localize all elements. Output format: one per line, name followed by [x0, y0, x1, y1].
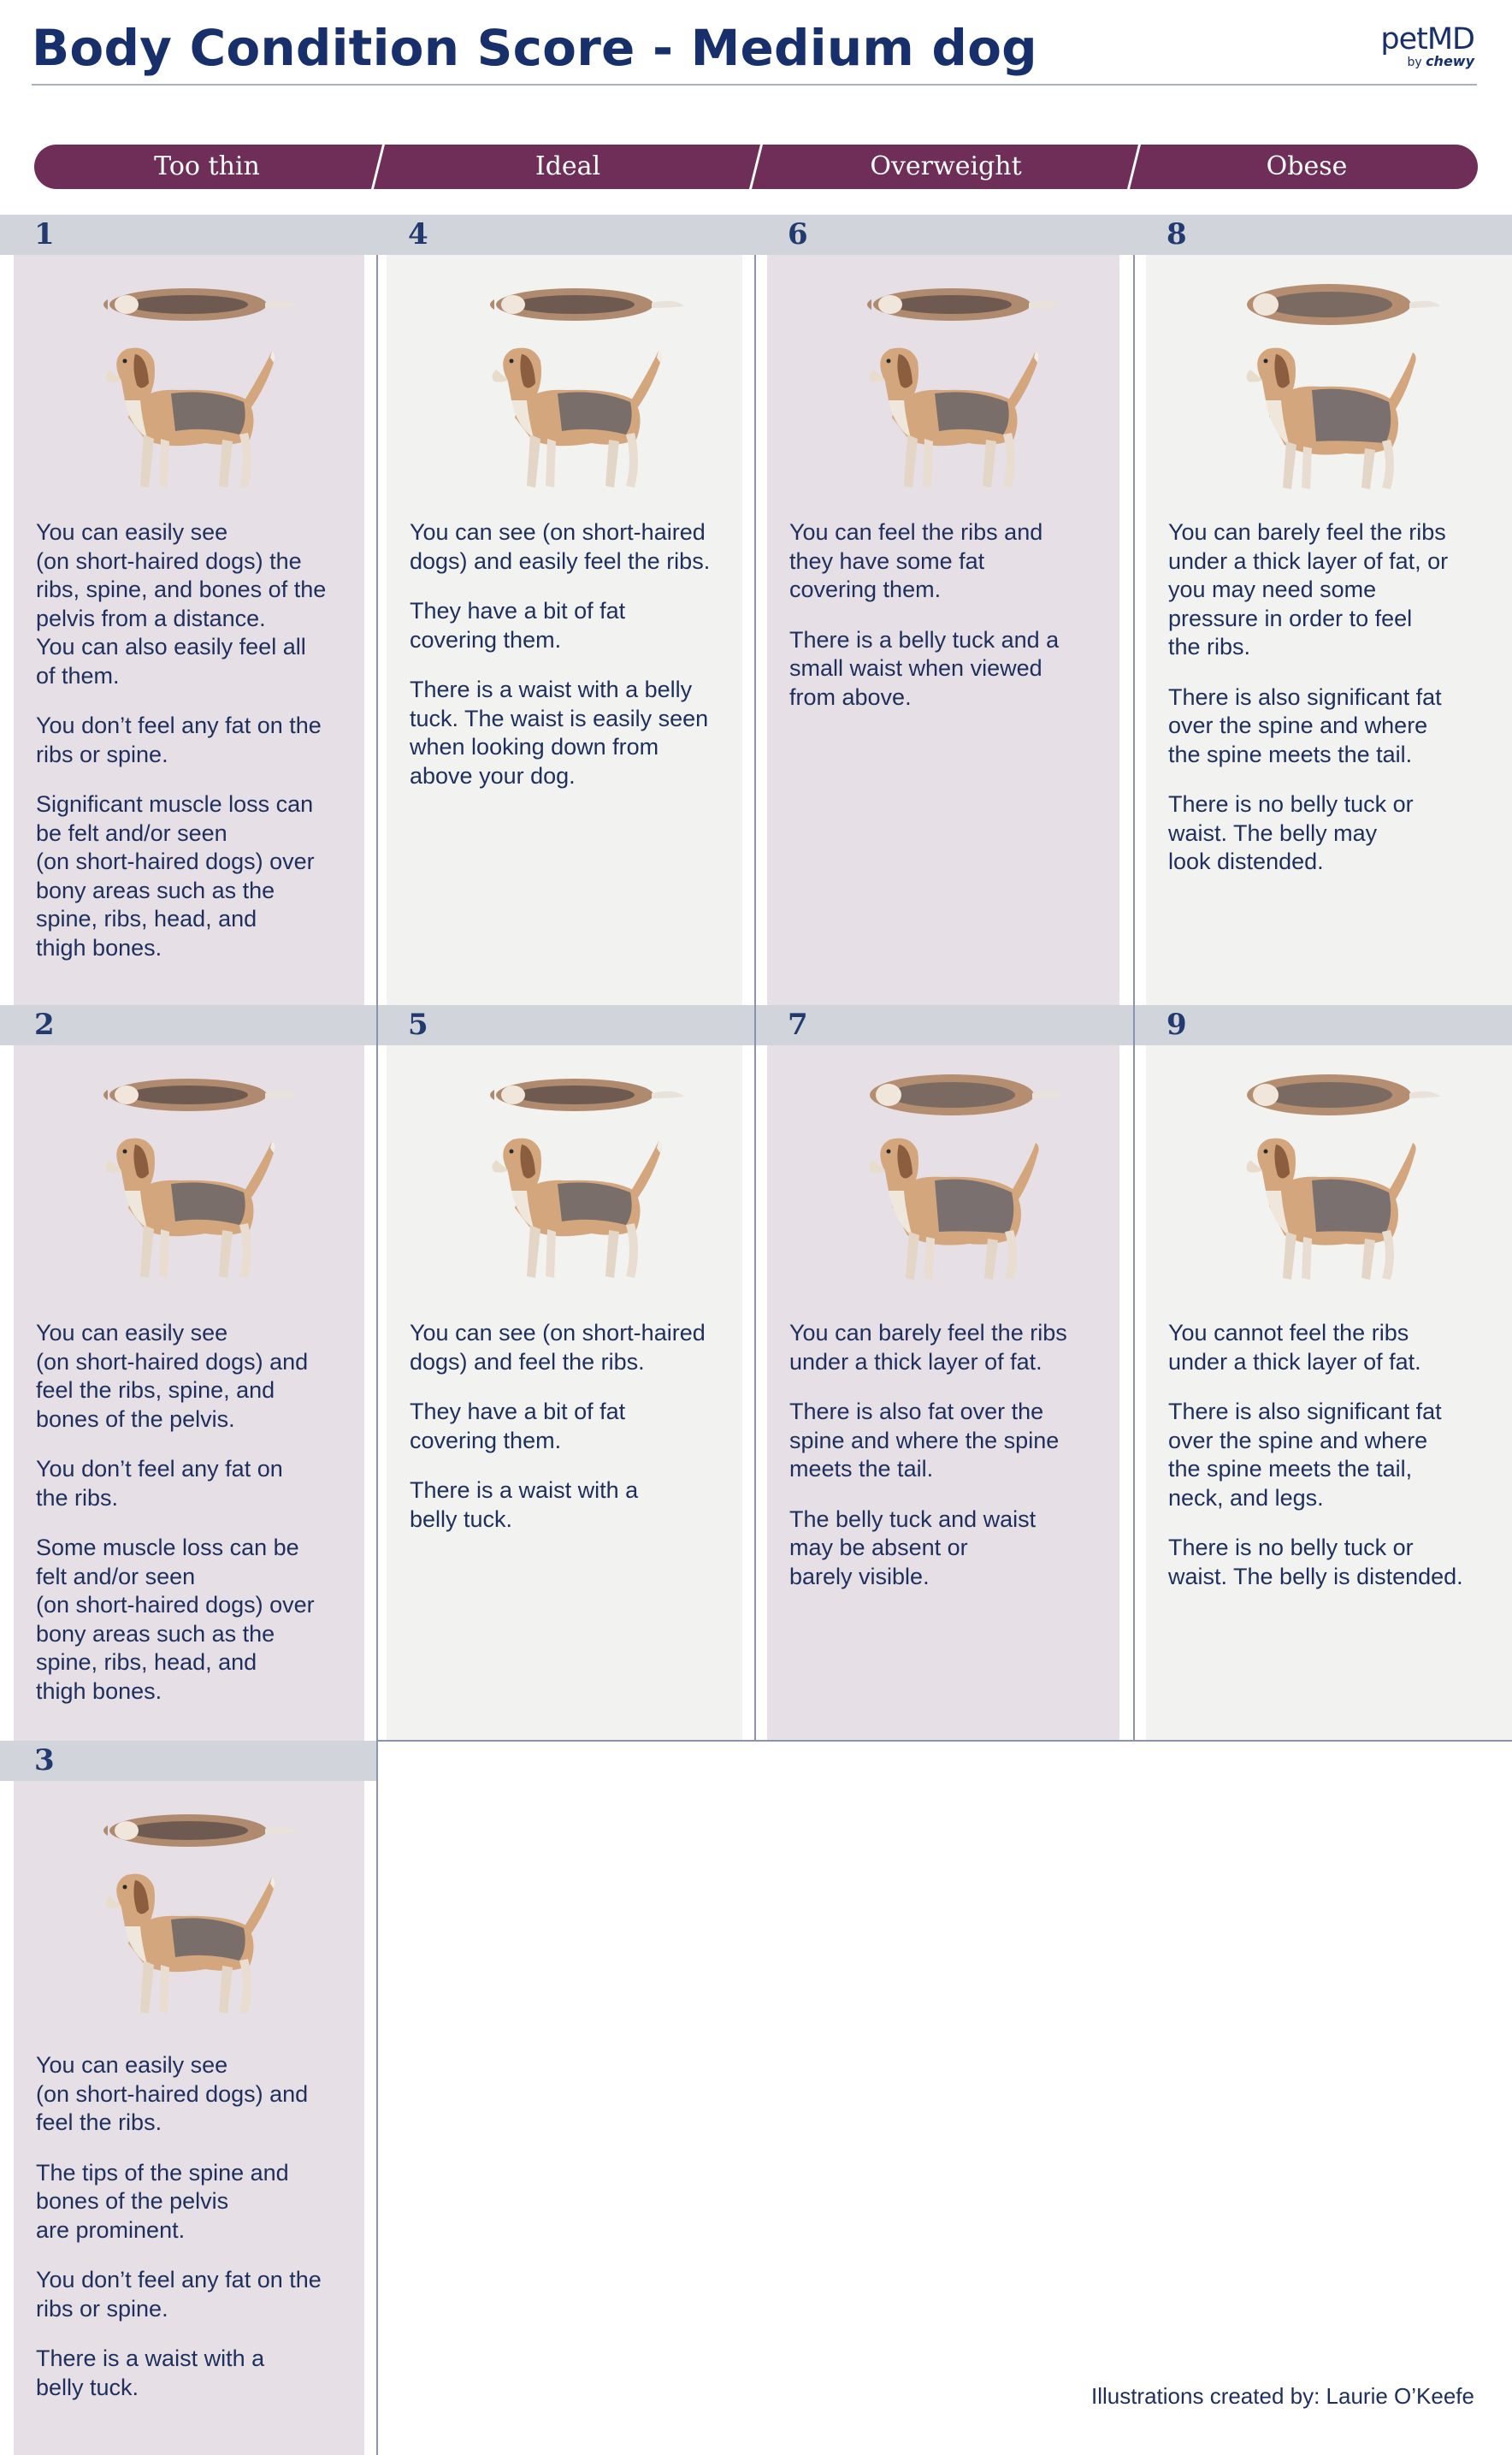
- score-number: 3: [34, 1743, 55, 1778]
- desc-paragraph: You can easily see (on short-haired dogs) the ribs, spine, and bones of the pelvis from a distance. You can also easily feel all of them.: [36, 519, 327, 689]
- dog-illustration: [832, 1062, 1072, 1293]
- dog-illustration: [1209, 1062, 1449, 1293]
- dog-illustration: [832, 272, 1072, 503]
- desc-paragraph: You don’t feel any fat on the ribs or spine.: [36, 2267, 322, 2322]
- desc-paragraph: There is also significant fat over the spine and where the spine meets the tail.: [1168, 683, 1442, 767]
- dog-illustration: [68, 1798, 308, 2029]
- row-divider: [376, 1740, 1512, 1742]
- desc-paragraph: You don’t feel any fat on the ribs.: [36, 1456, 283, 1511]
- illustration-credit: Illustrations created by: Laurie O’Keefe: [1090, 2383, 1474, 2409]
- dog-illustration: [455, 1062, 694, 1293]
- dog-illustration: [455, 272, 694, 503]
- category-too-thin: Too thin: [154, 151, 260, 181]
- dog-illustration: [68, 272, 308, 503]
- desc-paragraph: You don’t feel any fat on the ribs or spine.: [36, 713, 322, 767]
- logo-by: by: [1407, 56, 1422, 69]
- score-number: 7: [788, 1008, 808, 1042]
- desc-paragraph: They have a bit of fat covering them.: [410, 598, 626, 653]
- row-band: [0, 1005, 1512, 1045]
- score-4-description: [410, 518, 739, 812]
- score-number: 9: [1166, 1008, 1187, 1042]
- column-divider: [376, 255, 378, 2455]
- score-7-description: [789, 1319, 1114, 1612]
- desc-paragraph: There is also fat over the spine and where the spine meets the tail.: [789, 1399, 1060, 1482]
- row-band: [0, 1741, 378, 1781]
- score-number: 6: [788, 217, 808, 251]
- desc-paragraph: You can easily see (on short-haired dogs) and feel the ribs.: [36, 2052, 309, 2135]
- column-divider: [1133, 255, 1135, 1741]
- score-number: 1: [34, 217, 55, 251]
- desc-paragraph: Some muscle loss can be felt and/or seen (on short-haired dogs) over bony areas such as the spine, ribs, head, and thigh bones.: [36, 1535, 315, 1704]
- desc-paragraph: You can barely feel the ribs under a thick layer of fat.: [789, 1320, 1067, 1375]
- desc-paragraph: You can feel the ribs and they have some fat covering them.: [789, 519, 1043, 602]
- score-5-description: [410, 1319, 739, 1555]
- desc-paragraph: There is a waist with a belly tuck.: [410, 1477, 639, 1532]
- row-band: [0, 215, 1512, 255]
- dog-illustration: [1209, 272, 1449, 503]
- score-number: 5: [408, 1008, 428, 1042]
- desc-paragraph: There is a waist with a belly tuck. The waist is easily seen when looking down from above your dog.: [410, 677, 709, 789]
- desc-paragraph: There is no belly tuck or waist. The belly is distended.: [1168, 1535, 1463, 1589]
- desc-paragraph: You can see (on short-haired dogs) and easily feel the ribs.: [410, 519, 711, 574]
- score-number: 4: [408, 217, 428, 251]
- score-6-description: [789, 518, 1114, 733]
- logo-name: petMD: [1380, 22, 1474, 56]
- desc-paragraph: There is also significant fat over the spine and where the spine meets the tail, neck, and legs.: [1168, 1399, 1442, 1511]
- score-1-description: [36, 518, 361, 984]
- category-overweight: Overweight: [870, 151, 1022, 181]
- category-obese: Obese: [1266, 151, 1348, 181]
- category-ideal: Ideal: [535, 151, 601, 181]
- desc-paragraph: They have a bit of fat covering them.: [410, 1399, 626, 1453]
- desc-paragraph: The tips of the spine and bones of the pelvis are prominent.: [36, 2159, 289, 2243]
- desc-paragraph: Significant muscle loss can be felt and/or seen (on short-haired dogs) over bony areas such as the spine, ribs, head, and thigh bones.: [36, 791, 315, 961]
- desc-paragraph: There is a waist with a belly tuck.: [36, 2346, 265, 2400]
- title-divider: [32, 84, 1477, 86]
- desc-paragraph: There is a belly tuck and a small waist when viewed from above.: [789, 626, 1060, 710]
- page-title: Body Condition Score - Medium dog: [32, 19, 1037, 77]
- desc-paragraph: The belly tuck and waist may be absent or barely visible.: [789, 1506, 1037, 1589]
- desc-paragraph: You can barely feel the ribs under a thick layer of fat, or you may need some pressure in order to feel the ribs.: [1168, 519, 1449, 660]
- desc-paragraph: You cannot feel the ribs under a thick layer of fat.: [1168, 1320, 1421, 1375]
- score-9-description: [1168, 1319, 1509, 1612]
- column-divider: [754, 255, 756, 1741]
- score-2-description: [36, 1319, 361, 1727]
- score-number: 2: [34, 1008, 55, 1042]
- desc-paragraph: You can easily see (on short-haired dogs) and feel the ribs, spine, and bones of the pelvis.: [36, 1320, 309, 1432]
- desc-paragraph: There is no belly tuck or waist. The belly may look distended.: [1168, 791, 1414, 874]
- score-3-description: [36, 2051, 361, 2423]
- score-8-description: [1168, 518, 1509, 898]
- category-banner: [34, 145, 1478, 189]
- score-number: 8: [1166, 217, 1187, 251]
- dog-illustration: [68, 1062, 308, 1293]
- petmd-logo: [1380, 22, 1474, 69]
- desc-paragraph: You can see (on short-haired dogs) and feel the ribs.: [410, 1320, 706, 1375]
- logo-brand: chewy: [1426, 53, 1474, 69]
